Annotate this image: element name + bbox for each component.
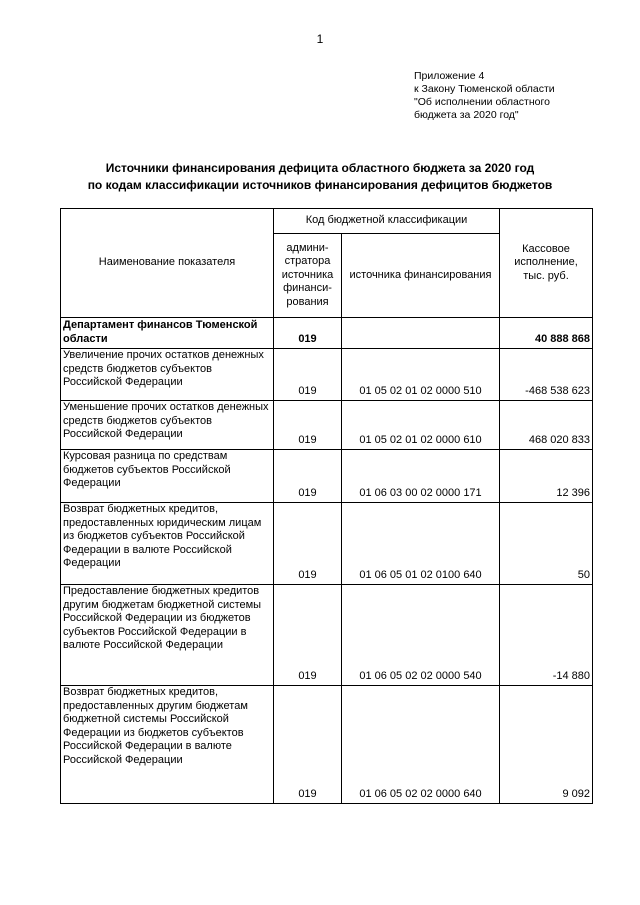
row-source: 01 05 02 01 02 0000 510 (342, 349, 500, 401)
document-title (0, 160, 640, 194)
row-administrator: 019 (274, 349, 342, 401)
appendix-line: Приложение 4 (414, 70, 485, 82)
table-row (61, 686, 593, 804)
row-name: Увеличение прочих остатков денежных средств бюджетов субъектов Российской Федерации (61, 349, 274, 401)
page-number: 1 (316, 32, 324, 46)
appendix-line: к Закону Тюменской области (414, 83, 555, 95)
header-name: Наименование показателя (61, 209, 274, 318)
row-name: Предоставление бюджетных кредитов другим бюджетам бюджетной системы Российской Федерации из бюджетов субъектов Российской Федерации в валюте Российской Федерации (61, 585, 274, 686)
appendix-note (414, 70, 555, 122)
row-administrator: 019 (274, 686, 342, 804)
table-row (61, 503, 593, 585)
row-amount: 468 020 833 (500, 401, 593, 450)
header-source: источника финансирования (342, 234, 500, 318)
row-source: 01 05 02 01 02 0000 610 (342, 401, 500, 450)
row-name: Возврат бюджетных кредитов, предоставленных другим бюджетам бюджетной системы Российской Федерации из бюджетов субъектов Российской Федерации в валюте Российской Федерации (61, 686, 274, 804)
appendix-line: "Об исполнении областного (414, 96, 550, 108)
row-source: 01 06 05 01 02 0100 640 (342, 503, 500, 585)
department-name: Департамент финансов Тюменской области (61, 318, 274, 349)
row-amount: 9 092 (500, 686, 593, 804)
row-amount: 50 (500, 503, 593, 585)
row-name: Уменьшение прочих остатков денежных средств бюджетов субъектов Российской Федерации (61, 401, 274, 450)
header-administrator: админи-стратора источника финанси-рования (274, 234, 342, 318)
row-source: 01 06 05 02 02 0000 540 (342, 585, 500, 686)
row-administrator: 019 (274, 585, 342, 686)
table-row (61, 450, 593, 503)
table-row (61, 349, 593, 401)
header-budget-code: Код бюджетной классификации (274, 209, 500, 234)
department-administrator: 019 (274, 318, 342, 349)
row-amount: -14 880 (500, 585, 593, 686)
row-amount: -468 538 623 (500, 349, 593, 401)
row-name: Возврат бюджетных кредитов, предоставленных юридическим лицам из бюджетов субъектов Российской Федерации в валюте Российской Федерации (61, 503, 274, 585)
table-row (61, 585, 593, 686)
financing-sources-table (60, 208, 593, 804)
row-administrator: 019 (274, 450, 342, 503)
row-administrator: 019 (274, 401, 342, 450)
row-source: 01 06 05 02 02 0000 640 (342, 686, 500, 804)
department-row (61, 318, 593, 349)
department-amount: 40 888 868 (500, 318, 593, 349)
table-row (61, 401, 593, 450)
title-line-2: по кодам классификации источников финансирования дефицитов бюджетов (87, 178, 553, 192)
row-source: 01 06 03 00 02 0000 171 (342, 450, 500, 503)
appendix-line: бюджета за 2020 год" (414, 109, 519, 121)
header-cash-execution: Кассовое исполнение, тыс. руб. (500, 209, 593, 318)
row-administrator: 019 (274, 503, 342, 585)
row-name: Курсовая разница по средствам бюджетов субъектов Российской Федерации (61, 450, 274, 503)
department-source (342, 318, 500, 349)
title-line-1: Источники финансирования дефицита областного бюджета за 2020 год (105, 161, 535, 175)
row-amount: 12 396 (500, 450, 593, 503)
